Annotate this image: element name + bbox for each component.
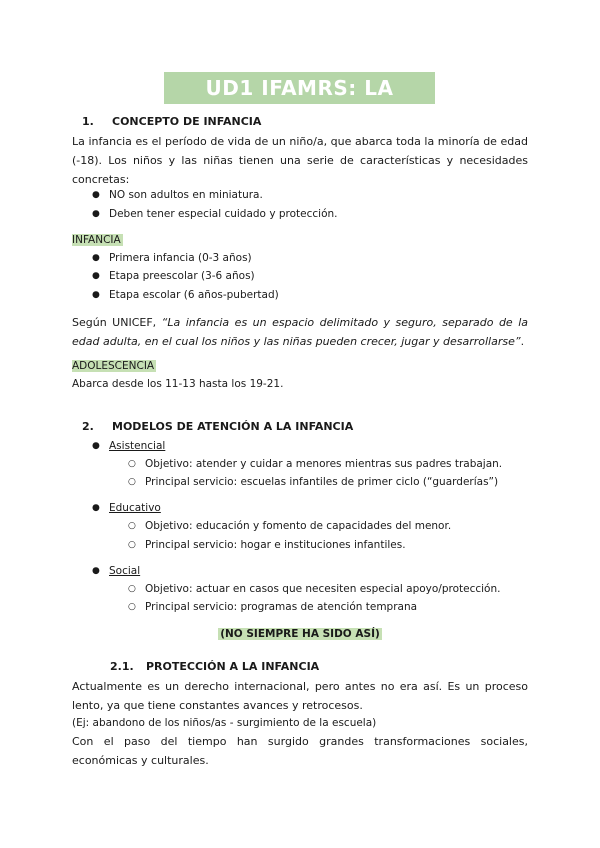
highlight-note bbox=[0, 626, 600, 642]
unicef-end: . bbox=[520, 335, 525, 348]
list-item: Deben tener especial cuidado y protección. bbox=[109, 208, 338, 220]
infancia-label bbox=[72, 232, 123, 248]
model-name: Asistencial bbox=[109, 440, 166, 452]
model-item: Objetivo: actuar en casos que necesiten especial apoyo/protección. bbox=[145, 583, 501, 595]
section-1-paragraph: La infancia es el período de vida de un niño/a, que abarca toda la minoría de edad (-18). Los niños y las niñas tienen una serie de características y necesidades concretas: bbox=[72, 135, 528, 186]
list-item: NO son adultos en miniatura. bbox=[109, 189, 263, 201]
sub-bullet-circle: ○ bbox=[128, 459, 136, 469]
sub-bullet-circle: ○ bbox=[128, 584, 136, 594]
bullet-dot: ● bbox=[92, 253, 100, 263]
model-item: Principal servicio: programas de atención temprana bbox=[145, 601, 418, 613]
list-item: Etapa escolar (6 años-pubertad) bbox=[109, 289, 279, 301]
bullet-dot: ● bbox=[92, 290, 100, 300]
adolescencia-highlight: ADOLESCENCIA bbox=[72, 360, 155, 372]
section-2-1-paragraph-1: Actualmente es un derecho internacional, pero antes no era así. Es un proceso lento, ya que tiene constantes avances y retrocesos. bbox=[72, 680, 528, 712]
unicef-lead: Según UNICEF, bbox=[72, 316, 162, 329]
unicef-paragraph bbox=[72, 313, 528, 351]
adolescencia-label bbox=[72, 358, 156, 374]
sub-bullet-circle: ○ bbox=[128, 540, 136, 550]
highlight-note-text: (NO SIEMPRE HA SIDO ASÍ) bbox=[220, 628, 380, 640]
section-2-1-paragraph-2: (Ej: abandono de los niños/as - surgimiento de la escuela) bbox=[72, 717, 377, 729]
model-item: Principal servicio: escuelas infantiles de primer ciclo (“guarderías”) bbox=[145, 476, 499, 488]
bullet-dot: ● bbox=[92, 441, 100, 451]
model-item: Objetivo: educación y fomento de capacidades del menor. bbox=[145, 520, 452, 532]
section-2-title: MODELOS DE ATENCIÓN A LA INFANCIA bbox=[112, 420, 354, 433]
unicef-quote: “La infancia es un espacio delimitado y seguro, separado de la edad adulta, en el cual los niños y las niñas pueden crecer, jugar y desarrollarse” bbox=[72, 316, 528, 348]
section-2-1-heading bbox=[110, 660, 319, 673]
section-2-1-paragraph-3: Con el paso del tiempo han surgido grandes transformaciones sociales, económicas y culturales. bbox=[72, 735, 528, 767]
list-item: Primera infancia (0-3 años) bbox=[109, 252, 252, 264]
model-name: Social bbox=[109, 565, 141, 577]
infancia-highlight: INFANCIA bbox=[72, 234, 121, 246]
section-1-title: CONCEPTO DE INFANCIA bbox=[112, 115, 262, 128]
model-item: Principal servicio: hogar e instituciones infantiles. bbox=[145, 539, 406, 551]
bullet-dot: ● bbox=[92, 503, 100, 513]
model-item: Objetivo: atender y cuidar a menores mientras sus padres trabajan. bbox=[145, 458, 503, 470]
sub-bullet-circle: ○ bbox=[128, 602, 136, 612]
bullet-dot: ● bbox=[92, 566, 100, 576]
sub-bullet-circle: ○ bbox=[128, 477, 136, 487]
section-2-1-number: 2.1. bbox=[110, 660, 134, 673]
model-name: Educativo bbox=[109, 502, 161, 514]
section-2-1-title: PROTECCIÓN A LA INFANCIA bbox=[146, 660, 320, 673]
page-title: UD1 IFAMRS: LA INFANCIA bbox=[164, 72, 435, 104]
section-1-heading bbox=[82, 115, 261, 128]
bullet-dot: ● bbox=[92, 271, 100, 281]
section-2-number: 2. bbox=[82, 420, 94, 433]
sub-bullet-circle: ○ bbox=[128, 521, 136, 531]
adolescencia-text: Abarca desde los 11-13 hasta los 19-21. bbox=[72, 378, 284, 390]
list-item: Etapa preescolar (3-6 años) bbox=[109, 270, 255, 282]
bullet-dot: ● bbox=[92, 190, 100, 200]
bullet-dot: ● bbox=[92, 209, 100, 219]
section-2-heading bbox=[82, 420, 353, 433]
section-1-number: 1. bbox=[82, 115, 94, 128]
